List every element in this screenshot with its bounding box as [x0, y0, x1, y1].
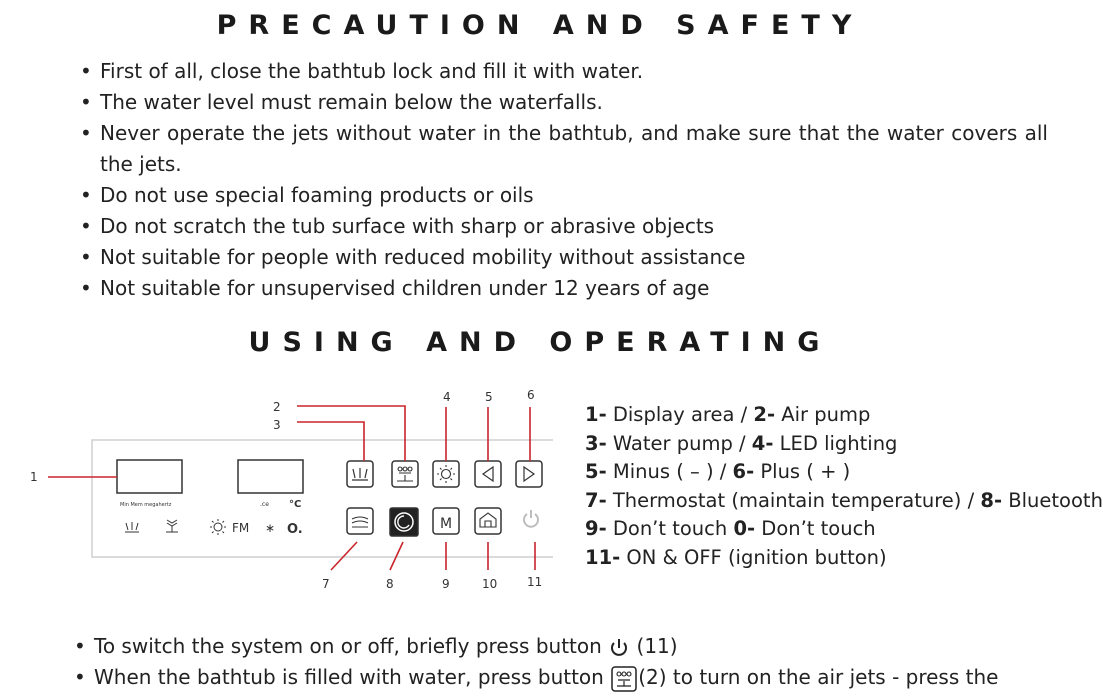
callout-11: 11: [527, 575, 543, 589]
home-icon: [480, 513, 496, 527]
fm-label: FM: [232, 521, 250, 535]
water-pump-status-icon: [125, 522, 139, 532]
celsius-label: °C: [289, 499, 302, 510]
air-pump-icon: [610, 665, 638, 693]
callout-3: 3: [273, 418, 281, 432]
status-icons: [125, 519, 226, 535]
power-button[interactable]: [524, 510, 538, 527]
using-heading: USING AND OPERATING: [248, 327, 832, 358]
callout-2: 2: [273, 400, 281, 414]
callout-numbers: [30, 388, 542, 591]
air-pump-status-icon: [166, 520, 178, 532]
safety-list: [78, 56, 1048, 304]
svg-text:.ce: .ce: [260, 501, 269, 508]
callout-6: 6: [527, 388, 535, 402]
callout-1: 1: [30, 470, 38, 484]
legend-item: 7- Thermostat (maintain temperature) / 8- Bluetooth: [585, 488, 1103, 512]
callout-lines: [48, 406, 535, 570]
light-status-icon: [210, 519, 226, 535]
bluetooth-status-icon: ∗: [265, 521, 276, 535]
minus-button[interactable]: [475, 461, 501, 487]
air-pump-icon: [397, 467, 413, 481]
list-item: • First of all, close the bathtub lock and fill it with water.: [78, 56, 1048, 87]
air-pump-button[interactable]: [392, 461, 418, 487]
list-item: • The water level must remain below the waterfalls.: [78, 87, 1048, 118]
list-item: • When the bathtub is filled with water, press button (2) to turn on the air jets - press the: [72, 662, 1062, 693]
callout-8: 8: [386, 577, 394, 591]
display-small-label: Min Mem megahertz: [120, 502, 172, 508]
callout-7: 7: [322, 577, 330, 591]
legend-item: 9- Don’t touch 0- Don’t touch: [585, 517, 876, 541]
control-panel-diagram: [0, 380, 570, 595]
zero-label: O.: [287, 522, 303, 537]
usage-list: [72, 631, 1062, 693]
callout-9: 9: [442, 577, 450, 591]
water-pump-icon: [352, 468, 368, 480]
callout-5: 5: [485, 390, 493, 404]
list-item: • Do not use special foaming products or oils: [78, 180, 1048, 211]
led-lighting-button[interactable]: [433, 461, 459, 487]
legend-item: 5- Minus ( – ) / 6- Plus ( + ): [585, 460, 851, 484]
triangle-left-icon: [483, 467, 493, 481]
light-bulb-icon: [437, 465, 455, 483]
display-area-right: [238, 460, 303, 493]
list-item: • Do not scratch the tub surface with sharp or abrasive objects: [78, 211, 1048, 242]
list-item: • Not suitable for unsupervised children under 12 years of age: [78, 273, 1048, 304]
plus-button[interactable]: [516, 461, 542, 487]
list-item: • Not suitable for people with reduced mobility without assistance: [78, 242, 1048, 273]
button-m-label: M: [440, 516, 453, 532]
list-item: • To switch the system on or off, briefly press button (11): [72, 631, 1062, 662]
callout-4: 4: [443, 390, 451, 404]
panel-outline: [92, 440, 553, 557]
bluetooth-button[interactable]: [390, 508, 418, 536]
power-icon: [608, 637, 630, 659]
triangle-right-icon: [524, 467, 534, 481]
legend-item: 11- ON & OFF (ignition button): [585, 545, 887, 569]
callout-10: 10: [482, 577, 498, 591]
precaution-heading: PRECAUTION AND SAFETY: [216, 10, 864, 41]
button-legend: [585, 401, 1103, 573]
list-item: • Never operate the jets without water in the bathtub, and make sure that the water covers all the jets.: [78, 118, 1048, 180]
legend-item: 1- Display area / 2- Air pump: [585, 403, 871, 426]
thermostat-icon: [352, 517, 368, 527]
display-area-left: [117, 460, 182, 493]
legend-item: 3- Water pump / 4- LED lighting: [585, 431, 898, 455]
